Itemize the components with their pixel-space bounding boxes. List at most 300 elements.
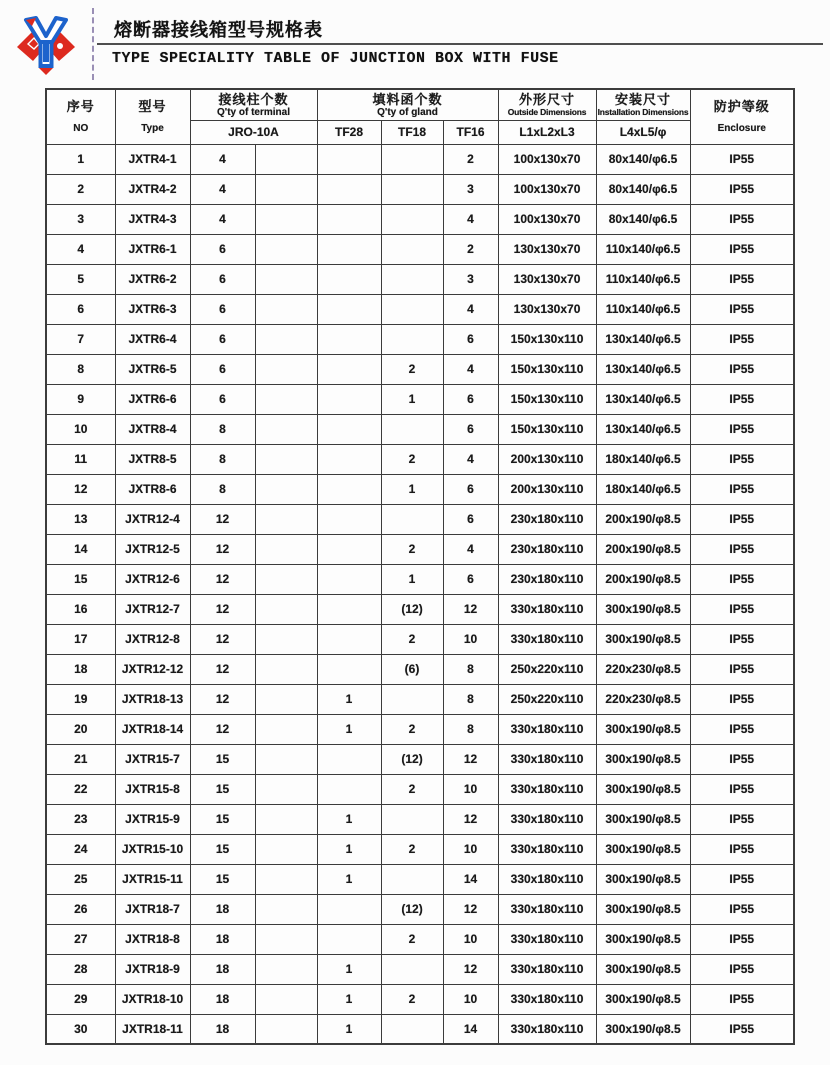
cell-outside-dimensions: 130x130x70 [498, 264, 596, 294]
cell-tf28-qty [317, 234, 381, 264]
cell-terminal-qty: 6 [190, 384, 255, 414]
subheader-tf18: TF18 [381, 120, 443, 144]
cell-enclosure: IP55 [690, 984, 794, 1014]
cell-tf16-qty: 6 [443, 384, 498, 414]
cell-outside-dimensions: 100x130x70 [498, 204, 596, 234]
cell-no: 8 [46, 354, 115, 384]
cell-installation-dimensions: 80x140/φ6.5 [596, 204, 690, 234]
cell-enclosure: IP55 [690, 174, 794, 204]
cell-no: 17 [46, 624, 115, 654]
cell-enclosure: IP55 [690, 324, 794, 354]
cell-enclosure: IP55 [690, 504, 794, 534]
cell-enclosure: IP55 [690, 264, 794, 294]
cell-terminal-spare [255, 924, 317, 954]
cell-terminal-spare [255, 594, 317, 624]
cell-no: 13 [46, 504, 115, 534]
cell-tf18-qty [381, 954, 443, 984]
cell-outside-dimensions: 100x130x70 [498, 174, 596, 204]
cell-terminal-spare [255, 894, 317, 924]
cell-tf18-qty [381, 804, 443, 834]
cell-enclosure: IP55 [690, 924, 794, 954]
cell-tf28-qty: 1 [317, 954, 381, 984]
cell-terminal-spare [255, 324, 317, 354]
cell-terminal-qty: 8 [190, 414, 255, 444]
cell-installation-dimensions: 130x140/φ6.5 [596, 324, 690, 354]
cell-tf28-qty [317, 264, 381, 294]
cell-no: 29 [46, 984, 115, 1014]
cell-tf28-qty [317, 894, 381, 924]
cell-outside-dimensions: 150x130x110 [498, 354, 596, 384]
cell-tf28-qty: 1 [317, 984, 381, 1014]
cell-outside-dimensions: 200x130x110 [498, 444, 596, 474]
cell-tf16-qty: 10 [443, 924, 498, 954]
cell-enclosure: IP55 [690, 594, 794, 624]
cell-tf28-qty: 1 [317, 834, 381, 864]
cell-enclosure: IP55 [690, 744, 794, 774]
cell-type: JXTR12-8 [115, 624, 190, 654]
cell-tf16-qty: 4 [443, 444, 498, 474]
cell-tf16-qty: 2 [443, 234, 498, 264]
cell-tf18-qty [381, 204, 443, 234]
cell-tf28-qty [317, 204, 381, 234]
cell-tf18-qty [381, 864, 443, 894]
cell-no: 16 [46, 594, 115, 624]
header-outside-dimensions [498, 89, 596, 120]
cell-tf28-qty: 1 [317, 864, 381, 894]
table-row [46, 654, 794, 684]
cell-enclosure: IP55 [690, 774, 794, 804]
cell-terminal-spare [255, 954, 317, 984]
cell-tf28-qty [317, 324, 381, 354]
cell-terminal-spare [255, 1014, 317, 1044]
header-type-zh: 型号 [138, 99, 167, 115]
cell-tf28-qty [317, 534, 381, 564]
table-row [46, 474, 794, 504]
cell-outside-dimensions: 330x180x110 [498, 714, 596, 744]
cell-tf18-qty: 2 [381, 354, 443, 384]
cell-tf28-qty [317, 174, 381, 204]
cell-tf16-qty: 12 [443, 894, 498, 924]
table-body [46, 144, 794, 1044]
table-row [46, 354, 794, 384]
table-row [46, 714, 794, 744]
cell-terminal-spare [255, 774, 317, 804]
cell-enclosure: IP55 [690, 684, 794, 714]
cell-enclosure: IP55 [690, 534, 794, 564]
cell-outside-dimensions: 330x180x110 [498, 804, 596, 834]
cell-tf28-qty [317, 594, 381, 624]
table-row [46, 894, 794, 924]
cell-terminal-qty: 12 [190, 714, 255, 744]
cell-tf18-qty: 2 [381, 924, 443, 954]
cell-tf16-qty: 4 [443, 204, 498, 234]
cell-enclosure: IP55 [690, 864, 794, 894]
cell-tf18-qty: 1 [381, 564, 443, 594]
cell-outside-dimensions: 330x180x110 [498, 864, 596, 894]
cell-tf28-qty: 1 [317, 684, 381, 714]
header-gland-en: Q'ty of gland [377, 106, 438, 118]
table-row [46, 264, 794, 294]
header-type-en: Type [141, 123, 164, 135]
cell-type: JXTR6-2 [115, 264, 190, 294]
table-row [46, 834, 794, 864]
cell-tf18-qty: (12) [381, 744, 443, 774]
cell-installation-dimensions: 300x190/φ8.5 [596, 594, 690, 624]
cell-terminal-qty: 6 [190, 324, 255, 354]
cell-no: 25 [46, 864, 115, 894]
cell-terminal-qty: 12 [190, 504, 255, 534]
cell-type: JXTR8-6 [115, 474, 190, 504]
cell-type: JXTR4-1 [115, 144, 190, 174]
cell-terminal-qty: 4 [190, 204, 255, 234]
cell-outside-dimensions: 230x180x110 [498, 564, 596, 594]
cell-terminal-spare [255, 744, 317, 774]
cell-tf16-qty: 2 [443, 144, 498, 174]
cell-tf28-qty [317, 564, 381, 594]
cell-tf28-qty [317, 444, 381, 474]
header-enclosure [690, 89, 794, 144]
cell-type: JXTR12-6 [115, 564, 190, 594]
header-install-zh: 安装尺寸 [615, 92, 672, 108]
cell-tf18-qty [381, 684, 443, 714]
cell-type: JXTR18-9 [115, 954, 190, 984]
cell-tf16-qty: 10 [443, 774, 498, 804]
cell-tf16-qty: 12 [443, 954, 498, 984]
cell-terminal-spare [255, 384, 317, 414]
table-header [46, 89, 794, 144]
header-dashed-divider [92, 8, 94, 80]
cell-terminal-spare [255, 984, 317, 1014]
cell-enclosure: IP55 [690, 894, 794, 924]
cell-enclosure: IP55 [690, 414, 794, 444]
cell-tf16-qty: 4 [443, 294, 498, 324]
table-row [46, 444, 794, 474]
cell-tf28-qty [317, 924, 381, 954]
cell-terminal-qty: 15 [190, 744, 255, 774]
cell-terminal-qty: 12 [190, 594, 255, 624]
cell-no: 5 [46, 264, 115, 294]
cell-no: 28 [46, 954, 115, 984]
cell-tf16-qty: 8 [443, 684, 498, 714]
cell-outside-dimensions: 150x130x110 [498, 324, 596, 354]
header-terminal-group [190, 89, 317, 120]
cell-terminal-spare [255, 414, 317, 444]
cell-tf16-qty: 6 [443, 414, 498, 444]
cell-enclosure: IP55 [690, 294, 794, 324]
cell-no: 12 [46, 474, 115, 504]
cell-terminal-spare [255, 714, 317, 744]
cell-tf18-qty [381, 264, 443, 294]
cell-outside-dimensions: 200x130x110 [498, 474, 596, 504]
cell-tf18-qty: 1 [381, 384, 443, 414]
cell-terminal-qty: 12 [190, 534, 255, 564]
cell-enclosure: IP55 [690, 474, 794, 504]
cell-installation-dimensions: 300x190/φ8.5 [596, 864, 690, 894]
cell-installation-dimensions: 180x140/φ6.5 [596, 474, 690, 504]
table-row [46, 954, 794, 984]
cell-installation-dimensions: 300x190/φ8.5 [596, 984, 690, 1014]
cell-no: 26 [46, 894, 115, 924]
cell-installation-dimensions: 80x140/φ6.5 [596, 174, 690, 204]
cell-tf16-qty: 14 [443, 1014, 498, 1044]
cell-no: 14 [46, 534, 115, 564]
header-no [46, 89, 115, 144]
cell-outside-dimensions: 330x180x110 [498, 1014, 596, 1044]
cell-type: JXTR15-11 [115, 864, 190, 894]
cell-tf18-qty [381, 234, 443, 264]
cell-type: JXTR18-14 [115, 714, 190, 744]
company-logo-icon [14, 14, 78, 78]
cell-terminal-qty: 15 [190, 804, 255, 834]
cell-no: 6 [46, 294, 115, 324]
table-row [46, 234, 794, 264]
cell-tf16-qty: 8 [443, 654, 498, 684]
cell-installation-dimensions: 300x190/φ8.5 [596, 714, 690, 744]
cell-tf18-qty: 2 [381, 774, 443, 804]
cell-terminal-qty: 15 [190, 774, 255, 804]
cell-installation-dimensions: 300x190/φ8.5 [596, 1014, 690, 1044]
cell-no: 27 [46, 924, 115, 954]
cell-terminal-spare [255, 834, 317, 864]
cell-tf28-qty [317, 504, 381, 534]
cell-installation-dimensions: 200x190/φ8.5 [596, 534, 690, 564]
cell-outside-dimensions: 330x180x110 [498, 834, 596, 864]
cell-terminal-spare [255, 474, 317, 504]
cell-tf16-qty: 12 [443, 594, 498, 624]
cell-tf18-qty: 1 [381, 474, 443, 504]
cell-terminal-spare [255, 354, 317, 384]
table-row [46, 384, 794, 414]
cell-tf18-qty: (12) [381, 894, 443, 924]
cell-terminal-spare [255, 504, 317, 534]
cell-outside-dimensions: 330x180x110 [498, 894, 596, 924]
cell-no: 15 [46, 564, 115, 594]
subheader-jro-10a: JRO-10A [190, 120, 317, 144]
cell-installation-dimensions: 220x230/φ8.5 [596, 684, 690, 714]
cell-installation-dimensions: 130x140/φ6.5 [596, 414, 690, 444]
cell-no: 2 [46, 174, 115, 204]
cell-outside-dimensions: 330x180x110 [498, 744, 596, 774]
cell-type: JXTR15-7 [115, 744, 190, 774]
cell-terminal-spare [255, 264, 317, 294]
cell-type: JXTR12-12 [115, 654, 190, 684]
cell-installation-dimensions: 300x190/φ8.5 [596, 624, 690, 654]
cell-enclosure: IP55 [690, 354, 794, 384]
table-row [46, 864, 794, 894]
cell-outside-dimensions: 230x180x110 [498, 534, 596, 564]
cell-outside-dimensions: 330x180x110 [498, 774, 596, 804]
cell-tf16-qty: 6 [443, 474, 498, 504]
cell-type: JXTR18-13 [115, 684, 190, 714]
cell-tf28-qty [317, 354, 381, 384]
cell-tf16-qty: 10 [443, 834, 498, 864]
cell-no: 3 [46, 204, 115, 234]
cell-tf28-qty: 1 [317, 1014, 381, 1044]
cell-terminal-spare [255, 624, 317, 654]
cell-type: JXTR4-3 [115, 204, 190, 234]
cell-terminal-qty: 6 [190, 294, 255, 324]
cell-outside-dimensions: 150x130x110 [498, 384, 596, 414]
cell-tf16-qty: 6 [443, 504, 498, 534]
cell-no: 4 [46, 234, 115, 264]
header-terminal-en: Q'ty of terminal [217, 106, 290, 118]
page-title-chinese: 熔断器接线箱型号规格表 [114, 20, 323, 40]
cell-enclosure: IP55 [690, 834, 794, 864]
cell-installation-dimensions: 110x140/φ6.5 [596, 264, 690, 294]
cell-outside-dimensions: 330x180x110 [498, 954, 596, 984]
table-row [46, 534, 794, 564]
cell-tf18-qty: 2 [381, 834, 443, 864]
cell-enclosure: IP55 [690, 444, 794, 474]
cell-installation-dimensions: 300x190/φ8.5 [596, 924, 690, 954]
cell-type: JXTR8-5 [115, 444, 190, 474]
cell-tf18-qty: (6) [381, 654, 443, 684]
cell-no: 7 [46, 324, 115, 354]
cell-enclosure: IP55 [690, 204, 794, 234]
header-outside-en: Outside Dimensions [507, 107, 587, 118]
cell-terminal-qty: 18 [190, 1014, 255, 1044]
cell-terminal-spare [255, 864, 317, 894]
cell-terminal-spare [255, 234, 317, 264]
cell-terminal-qty: 12 [190, 654, 255, 684]
cell-no: 22 [46, 774, 115, 804]
cell-tf28-qty [317, 384, 381, 414]
cell-tf16-qty: 8 [443, 714, 498, 744]
cell-terminal-qty: 18 [190, 924, 255, 954]
cell-terminal-qty: 15 [190, 864, 255, 894]
cell-installation-dimensions: 80x140/φ6.5 [596, 144, 690, 174]
cell-terminal-qty: 12 [190, 684, 255, 714]
cell-installation-dimensions: 220x230/φ8.5 [596, 654, 690, 684]
cell-type: JXTR4-2 [115, 174, 190, 204]
table-row [46, 684, 794, 714]
cell-tf28-qty [317, 624, 381, 654]
cell-type: JXTR6-6 [115, 384, 190, 414]
cell-terminal-spare [255, 144, 317, 174]
cell-outside-dimensions: 250x220x110 [498, 654, 596, 684]
cell-installation-dimensions: 200x190/φ8.5 [596, 564, 690, 594]
cell-terminal-spare [255, 564, 317, 594]
subheader-l1xl2xl3: L1xL2xL3 [498, 120, 596, 144]
cell-terminal-spare [255, 654, 317, 684]
cell-terminal-spare [255, 534, 317, 564]
cell-terminal-qty: 8 [190, 474, 255, 504]
cell-installation-dimensions: 300x190/φ8.5 [596, 804, 690, 834]
cell-terminal-qty: 6 [190, 234, 255, 264]
cell-tf16-qty: 10 [443, 624, 498, 654]
cell-outside-dimensions: 100x130x70 [498, 144, 596, 174]
cell-type: JXTR12-4 [115, 504, 190, 534]
cell-no: 18 [46, 654, 115, 684]
cell-enclosure: IP55 [690, 804, 794, 834]
table-row [46, 144, 794, 174]
cell-type: JXTR6-4 [115, 324, 190, 354]
cell-installation-dimensions: 300x190/φ8.5 [596, 894, 690, 924]
table-row [46, 564, 794, 594]
cell-enclosure: IP55 [690, 564, 794, 594]
cell-installation-dimensions: 300x190/φ8.5 [596, 774, 690, 804]
cell-type: JXTR15-10 [115, 834, 190, 864]
cell-tf16-qty: 3 [443, 174, 498, 204]
cell-terminal-qty: 12 [190, 564, 255, 594]
cell-no: 19 [46, 684, 115, 714]
cell-type: JXTR18-8 [115, 924, 190, 954]
cell-installation-dimensions: 180x140/φ6.5 [596, 444, 690, 474]
cell-outside-dimensions: 250x220x110 [498, 684, 596, 714]
header-no-en: NO [73, 123, 89, 135]
cell-tf18-qty: 2 [381, 624, 443, 654]
cell-tf28-qty [317, 654, 381, 684]
cell-installation-dimensions: 130x140/φ6.5 [596, 354, 690, 384]
cell-no: 9 [46, 384, 115, 414]
header-outside-zh: 外形尺寸 [519, 92, 576, 108]
table-row [46, 324, 794, 354]
cell-enclosure: IP55 [690, 954, 794, 984]
cell-tf16-qty: 12 [443, 804, 498, 834]
header-no-zh: 序号 [66, 99, 95, 115]
subheader-tf16: TF16 [443, 120, 498, 144]
cell-type: JXTR12-5 [115, 534, 190, 564]
cell-terminal-spare [255, 444, 317, 474]
header-terminal-zh: 接线柱个数 [218, 91, 289, 107]
cell-tf18-qty [381, 504, 443, 534]
cell-outside-dimensions: 330x180x110 [498, 924, 596, 954]
cell-enclosure: IP55 [690, 144, 794, 174]
cell-tf16-qty: 14 [443, 864, 498, 894]
cell-tf18-qty [381, 144, 443, 174]
cell-type: JXTR15-8 [115, 774, 190, 804]
cell-no: 20 [46, 714, 115, 744]
table-row [46, 294, 794, 324]
cell-tf18-qty: (12) [381, 594, 443, 624]
cell-no: 11 [46, 444, 115, 474]
cell-no: 10 [46, 414, 115, 444]
cell-outside-dimensions: 130x130x70 [498, 234, 596, 264]
header-gland-group [317, 89, 498, 120]
header-install-en: Installation Dimensions [597, 107, 689, 118]
cell-tf18-qty [381, 294, 443, 324]
cell-no: 24 [46, 834, 115, 864]
cell-tf16-qty: 6 [443, 564, 498, 594]
cell-terminal-spare [255, 684, 317, 714]
cell-type: JXTR18-11 [115, 1014, 190, 1044]
cell-type: JXTR18-7 [115, 894, 190, 924]
cell-terminal-qty: 18 [190, 894, 255, 924]
cell-installation-dimensions: 130x140/φ6.5 [596, 384, 690, 414]
cell-no: 1 [46, 144, 115, 174]
spec-table [45, 88, 795, 1045]
subheader-tf28: TF28 [317, 120, 381, 144]
table-row [46, 414, 794, 444]
table-row [46, 594, 794, 624]
cell-type: JXTR12-7 [115, 594, 190, 624]
cell-installation-dimensions: 300x190/φ8.5 [596, 834, 690, 864]
header-installation-dimensions [596, 89, 690, 120]
cell-enclosure: IP55 [690, 384, 794, 414]
cell-no: 21 [46, 744, 115, 774]
cell-terminal-qty: 15 [190, 834, 255, 864]
header-enclosure-en: Enclosure [717, 123, 766, 135]
title-underline-rule [97, 43, 823, 45]
cell-terminal-qty: 18 [190, 954, 255, 984]
cell-terminal-qty: 4 [190, 174, 255, 204]
table-row [46, 204, 794, 234]
cell-type: JXTR6-1 [115, 234, 190, 264]
cell-outside-dimensions: 150x130x110 [498, 414, 596, 444]
cell-terminal-spare [255, 174, 317, 204]
cell-type: JXTR6-5 [115, 354, 190, 384]
cell-terminal-spare [255, 804, 317, 834]
